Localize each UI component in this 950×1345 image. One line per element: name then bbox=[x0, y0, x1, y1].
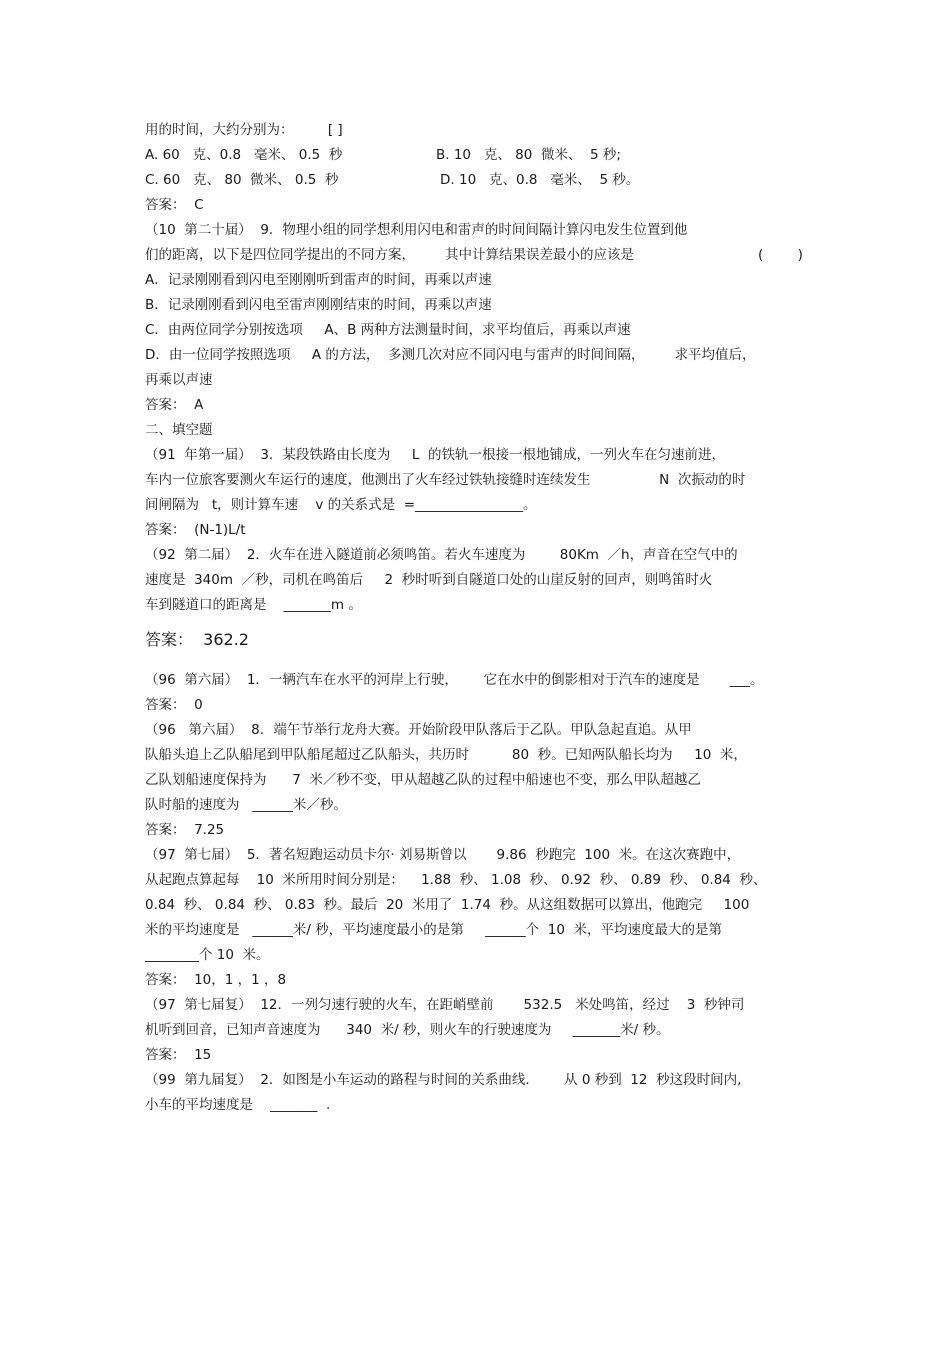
text-line: ________个 10 米。 bbox=[145, 947, 270, 963]
text-line: 再乘以声速 bbox=[145, 372, 213, 388]
option-d: D. 10 克、0.8 毫米、 5 秒。 bbox=[440, 172, 640, 188]
option-b: B. 10 克、 80 微米、 5 秒; bbox=[436, 147, 621, 163]
text-line: 小车的平均速度是 _______ . bbox=[145, 1097, 331, 1113]
text-line: D．由一位同学按照选项 A 的方法， 多测几次对应不同闪电与雷声的时间间隔， 求平均值后， bbox=[145, 347, 756, 363]
text-line: （99 第九届复） 2．如图是小车运动的路程与时间的关系曲线. 从 0 秒到 12 秒这段时间内, bbox=[145, 1072, 742, 1088]
text-line: （97 第七届） 5．著名短跑运动员卡尔· 刘易斯曾以 9.86 秒跑完 100 米。在这次赛跑中， bbox=[145, 847, 741, 863]
text-line: （96 第六届） 1．一辆汽车在水平的河岸上行驶， 它在水中的倒影相对于汽车的速度是 ___。 bbox=[145, 672, 764, 688]
text-line: 用的时间，大约分别为： [ ] bbox=[145, 122, 343, 138]
text-line: 车到隧道口的距离是 _______m 。 bbox=[145, 597, 362, 613]
section-heading: 二、填空题 bbox=[145, 422, 213, 438]
text-line: 0.84 秒、 0.84 秒、 0.83 秒。最后 20 米用了 1.74 秒。从这组数据可以算出，他跑完 100 bbox=[145, 897, 750, 913]
text-line: 答案： C bbox=[145, 197, 204, 213]
answer-paren: ( ) bbox=[758, 247, 803, 263]
text-line: C．由两位同学分别按选项 A、B 两种方法测量时间，求平均值后，再乘以声速 bbox=[145, 322, 631, 338]
text-line: 们的距离，以下是四位同学提出的不同方案， 其中计算结果误差最小的应该是 bbox=[145, 247, 635, 263]
text-line: 乙队划船速度保持为 7 米／秒不变，甲从超越乙队的过程中船速也不变，那么甲队超越乙 bbox=[145, 772, 701, 788]
text-line: 从起跑点算起每 10 米所用时间分别是： 1.88 秒、 1.08 秒、 0.92 秒、 0.89 秒、 0.84 秒、 bbox=[145, 872, 767, 888]
text-line: 答案： (N-1)L/t bbox=[145, 522, 246, 538]
text-line: 速度是 340m ／秒，司机在鸣笛后 2 秒时听到自隧道口处的山崖反射的回声，则鸣笛时火 bbox=[145, 572, 713, 588]
text-line: （96 第六届） 8．端午节举行龙舟大赛。开始阶段甲队落后于乙队。甲队急起直追。从甲 bbox=[145, 722, 692, 738]
text-line: （10 第二十届） 9．物理小组的同学想利用闪电和雷声的时间间隔计算闪电发生位置到他 bbox=[145, 222, 688, 238]
text-line: A. 60 克、0.8 毫米、 0.5 秒 bbox=[145, 147, 343, 163]
text-line: A．记录刚刚看到闪电至刚刚听到雷声的时间，再乘以声速 bbox=[145, 272, 492, 288]
text-line: 答案： 7.25 bbox=[145, 822, 225, 838]
text-line: B．记录刚刚看到闪电至雷声刚刚结束的时间，再乘以声速 bbox=[145, 297, 492, 313]
text-line: 答案： 10，1 ，1 ，8 bbox=[145, 972, 287, 988]
text-line: （97 第七届复） 12．一列匀速行驶的火车，在距峭壁前 532.5 米处鸣笛，经过 3 秒钟司 bbox=[145, 997, 745, 1013]
text-line: 间闸隔为 t，则计算车速 v 的关系式是 =________________。 bbox=[145, 497, 537, 513]
text-line: 队时船的速度为 ______米／秒。 bbox=[145, 797, 347, 813]
text-line: C. 60 克、 80 微米、 0.5 秒 bbox=[145, 172, 339, 188]
text-line: 答案： A bbox=[145, 397, 204, 413]
text-line: 车内一位旅客要测火车运行的速度，他测出了火车经过铁轨接缝时连续发生 N 次振动的时 bbox=[145, 472, 746, 488]
text-line: 米的平均速度是 ______米/ 秒，平均速度最小的是第 ______个 10 米，平均速度最大的是第 bbox=[145, 922, 723, 938]
text-line: 答案： 0 bbox=[145, 697, 203, 713]
text-line: （91 年第一届） 3．某段铁路由长度为 L 的铁轨一根接一根地铺成，一列火车在匀速前进， bbox=[145, 447, 725, 463]
text-line: 机听到回音，已知声音速度为 340 米/ 秒，则火车的行驶速度为 _______米/ 秒。 bbox=[145, 1022, 670, 1038]
text-line: 答案： 15 bbox=[145, 1047, 212, 1063]
answer-line: 答案： 362.2 bbox=[145, 630, 249, 649]
text-line: 队船头追上乙队船尾到甲队船尾超过乙队船头，共历时 80 秒。已知两队船长均为 10 米， bbox=[145, 747, 747, 763]
text-line: （92 第二届） 2．火车在进入隧道前必须鸣笛。若火车速度为 80Km ／h，声音在空气中的 bbox=[145, 547, 738, 563]
